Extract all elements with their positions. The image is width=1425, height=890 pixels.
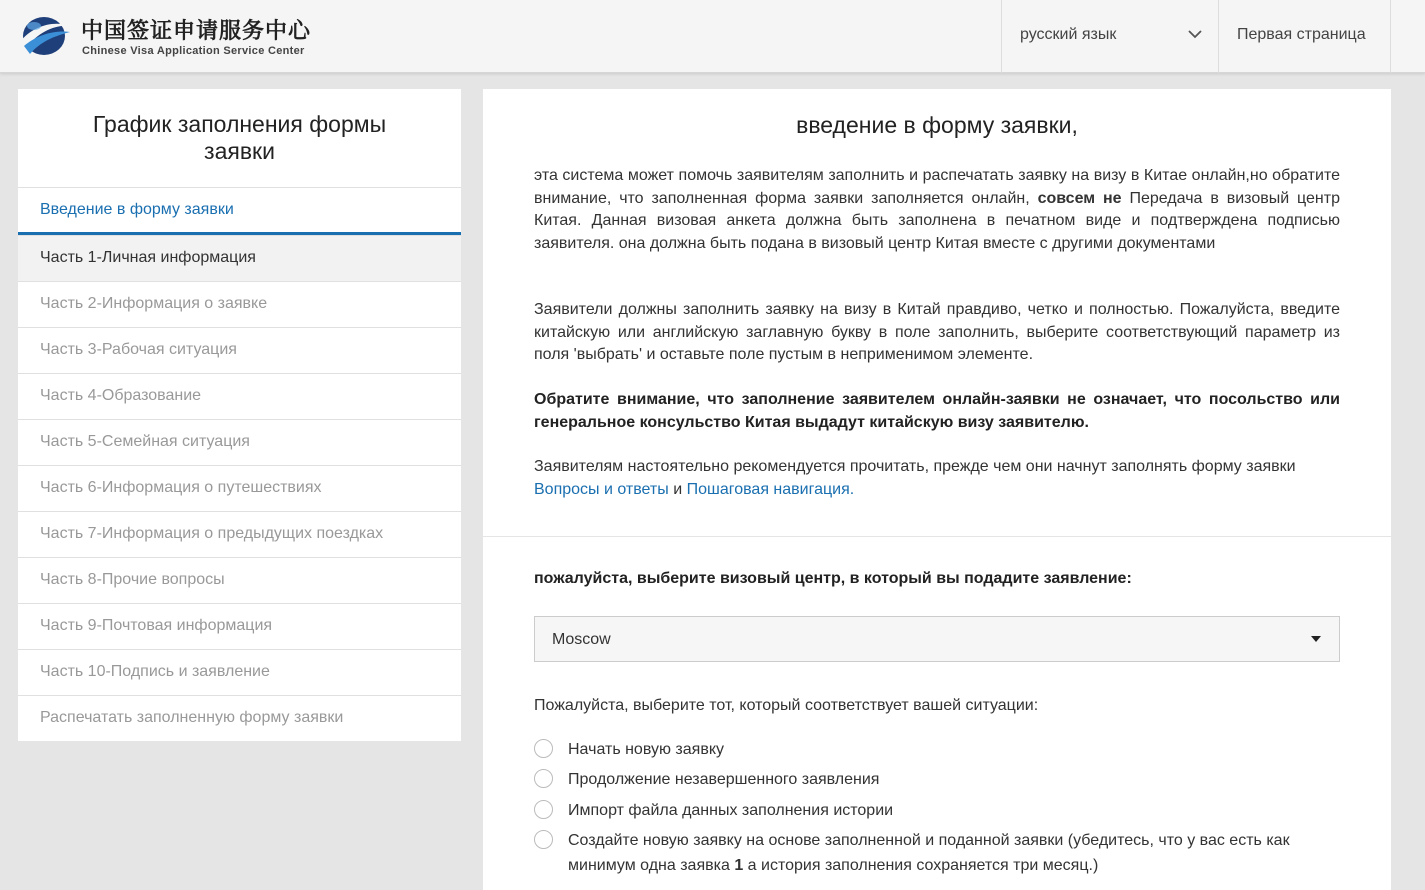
top-header — [0, 0, 1425, 73]
visa-center-label: пожалуйста, выберите визовый центр, в который вы подадите заявление: — [534, 570, 1132, 587]
sidebar-item-part-3: Часть 3-Рабочая ситуация — [18, 327, 461, 373]
faq-link[interactable]: Вопросы и ответы — [534, 480, 669, 498]
progress-sidebar — [18, 89, 461, 741]
recommendation-text: Заявителям настоятельно рекомендуется прочитать, прежде чем они начнут заполнять форму заявки — [534, 458, 1296, 475]
step-guide-link[interactable]: Пошаговая навигация. — [686, 480, 855, 498]
dropdown-caret-icon — [1311, 636, 1321, 642]
sidebar-item-part-7: Часть 7-Информация о предыдущих поездках — [18, 511, 461, 557]
visa-center-select[interactable] — [534, 616, 1340, 662]
sidebar-item-part-9: Часть 9-Почтовая информация — [18, 603, 461, 649]
option-label: Начать новую заявку — [568, 741, 724, 758]
home-link[interactable] — [1219, 0, 1391, 73]
site-logo[interactable] — [18, 12, 312, 62]
globe-logo-icon — [18, 12, 72, 58]
option-label: Продолжение незавершенного заявления — [568, 771, 880, 788]
option-label-part-a: Создайте новую заявку на основе заполненной и поданной заявки (убедитесь, что у вас есть как минимум одна заявка — [568, 832, 1290, 874]
radio-button[interactable] — [534, 800, 553, 819]
main-content — [483, 89, 1391, 890]
intro-paragraph-3-notice: Обратите внимание, что заполнение заявителем онлайн-заявки не означает, что посольство или генеральное консульство Китая выдадут китайскую визу заявителю. — [534, 391, 1340, 431]
intro-paragraph-2: Заявители должны заполнить заявку на визу в Китай правдиво, четко и полностью. Пожалуйста, введите китайскую или английскую заглавную букву в поле заполнить, выберите соответствующий параметр из поля 'выбрать' и оставьте поле пустым в неприменимом элементе. — [534, 301, 1340, 363]
home-link-label: Первая страница — [1237, 26, 1366, 43]
situation-label: Пожалуйста, выберите тот, который соответствует вашей ситуации: — [534, 697, 1039, 714]
logo-chinese-text: 中国签证申请服务中心 — [81, 18, 312, 44]
sidebar-item-part-4: Часть 4-Образование — [18, 373, 461, 419]
radio-button[interactable] — [534, 830, 553, 849]
logo-english-text: Chinese Visa Application Service Center — [82, 45, 305, 57]
intro-text-part-b: Передача в визовый центр Китая. Данная визовая анкета должна быть заполнена в печатном виде и подтверждена подписью заявителя. она должна быть подана в визовый центр Китая вместе с другими документами — [534, 189, 1340, 252]
option-label-part-b: а история заполнения сохраняется три месяц.) — [743, 857, 1099, 874]
option-label: Импорт файла данных заполнения истории — [568, 802, 894, 819]
language-selector[interactable] — [1001, 0, 1219, 73]
language-label: русский язык — [1020, 26, 1117, 43]
page-title: введение в форму заявки, — [796, 112, 1078, 138]
sidebar-nav — [18, 187, 461, 741]
sidebar-title: График заполнения формы заявки — [92, 111, 387, 164]
visa-center-value: Moscow — [552, 631, 611, 648]
sidebar-item-part-1[interactable]: Часть 1-Личная информация — [18, 235, 461, 281]
radio-button[interactable] — [534, 769, 553, 788]
intro-paragraph-4 — [534, 456, 1340, 501]
radio-button[interactable] — [534, 739, 553, 758]
intro-text-bold: совсем не — [1037, 189, 1122, 207]
sidebar-item-introduction[interactable]: Введение в форму заявки — [18, 187, 461, 235]
option-label-bold: 1 — [734, 857, 744, 874]
sidebar-item-part-6: Часть 6-Информация о путешествиях — [18, 465, 461, 511]
sidebar-item-part-8: Часть 8-Прочие вопросы — [18, 557, 461, 603]
sidebar-item-print: Распечатать заполненную форму заявки — [18, 695, 461, 741]
sidebar-item-part-2: Часть 2-Информация о заявке — [18, 281, 461, 327]
sidebar-item-part-10: Часть 10-Подпись и заявление — [18, 649, 461, 695]
chevron-down-icon — [1188, 27, 1202, 41]
conjunction-text: и — [668, 480, 687, 498]
section-divider — [483, 536, 1391, 537]
intro-text-part-a: эта система может помочь заявителям заполнить и распечатать заявку на визу в Китае онлайн,но обратите внимание, что заполненная форма заявки заполняется онлайн, — [534, 167, 1340, 207]
option-label — [568, 828, 1340, 878]
sidebar-item-part-5: Часть 5-Семейная ситуация — [18, 419, 461, 465]
intro-paragraph-1 — [534, 165, 1340, 255]
